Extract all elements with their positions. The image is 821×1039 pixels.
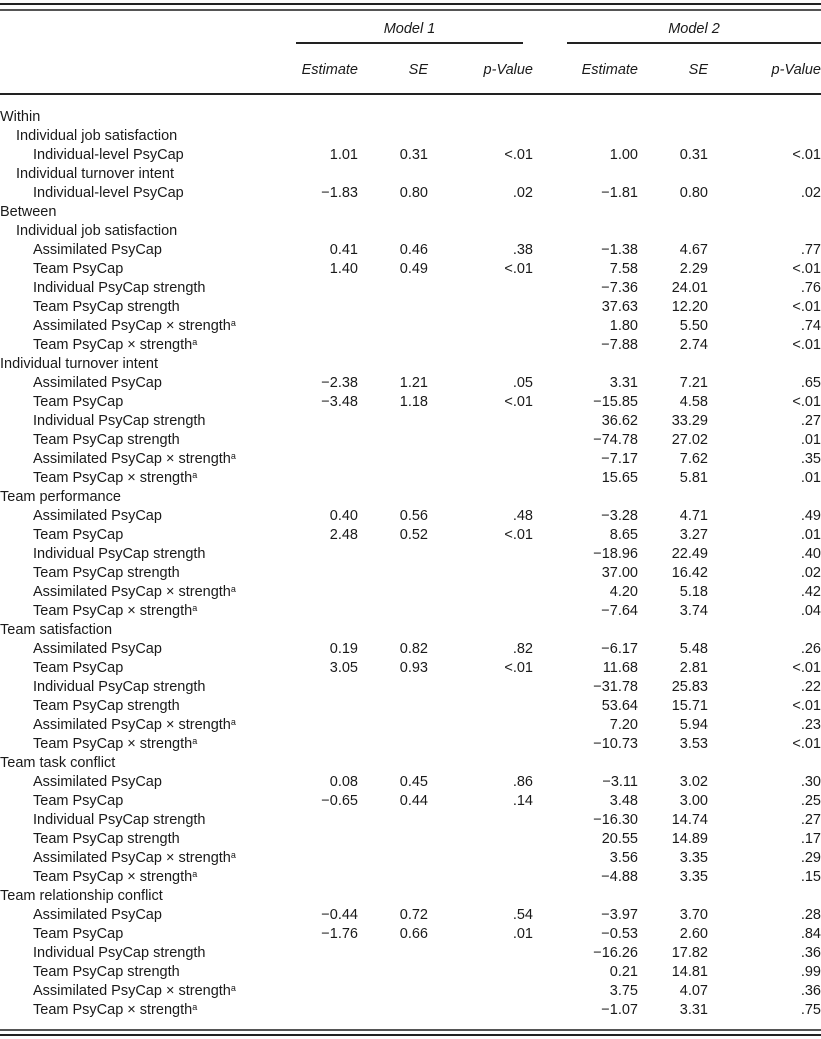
table-cell: <.01 (792, 736, 821, 752)
footnote-marker: a (192, 337, 198, 347)
table-cell: 37.63 (601, 299, 638, 315)
section-label: Individual turnover intent (0, 356, 158, 372)
table-cell: .30 (800, 774, 821, 790)
table-cell: .17 (800, 831, 821, 847)
table-cell: 1.00 (609, 147, 638, 163)
footnote-marker: a (192, 869, 198, 879)
table-cell: .76 (800, 280, 821, 296)
top-rule-2 (0, 9, 821, 11)
table-cell: 2.48 (329, 527, 358, 543)
model-2-underline (567, 42, 821, 44)
footnote-marker: a (230, 717, 236, 727)
row-label: Team PsyCap × strength$^a$ (33, 1002, 198, 1018)
table-cell: 24.01 (671, 280, 708, 296)
table-cell: −7.36 (601, 280, 638, 296)
footnote-marker: a (230, 584, 236, 594)
table-cell: 0.21 (609, 964, 638, 980)
table-cell: 11.68 (602, 660, 638, 676)
table-cell: 3.02 (679, 774, 708, 790)
table-cell: 0.08 (329, 774, 358, 790)
table-cell: 7.20 (609, 717, 638, 733)
table-cell: 3.74 (679, 603, 708, 619)
table-cell: 0.44 (399, 793, 428, 809)
table-cell: 15.65 (601, 470, 638, 486)
footnote-marker: a (192, 603, 198, 613)
table-cell: .65 (800, 375, 821, 391)
section-label: Individual turnover intent (16, 166, 174, 182)
table-cell: 3.48 (609, 793, 638, 809)
table-cell: 7.21 (679, 375, 708, 391)
bottom-rule-2 (0, 1034, 821, 1036)
table-cell: .36 (800, 945, 821, 961)
table-cell: .38 (512, 242, 533, 258)
table-cell: <.01 (792, 261, 821, 277)
table-cell: 3.70 (679, 907, 708, 923)
table-cell: −1.81 (601, 185, 638, 201)
table-cell: −1.76 (321, 926, 358, 942)
row-label: Team PsyCap (33, 261, 124, 277)
table-cell: −10.73 (593, 736, 638, 752)
table-cell: .26 (800, 641, 821, 657)
table-cell: 0.49 (399, 261, 428, 277)
row-label: Assimilated PsyCap (33, 774, 162, 790)
table-cell: 0.56 (399, 508, 428, 524)
table-cell: .82 (512, 641, 533, 657)
table-cell: .77 (800, 242, 821, 258)
footnote-marker: a (192, 1002, 198, 1012)
table-cell: 8.65 (609, 527, 638, 543)
table-cell: 14.81 (671, 964, 708, 980)
table-cell: −31.78 (593, 679, 638, 695)
section-label: Team satisfaction (0, 622, 113, 638)
table-cell: 0.46 (399, 242, 428, 258)
table-cell: .01 (800, 432, 821, 448)
table-cell: 0.82 (399, 641, 428, 657)
table-cell: .42 (800, 584, 821, 600)
section-label: Individual job satisfaction (16, 128, 178, 144)
row-label: Assimilated PsyCap × strength$^a$ (33, 850, 236, 866)
table-cell: .01 (512, 926, 533, 942)
table-cell: −0.53 (601, 926, 638, 942)
row-label: Team PsyCap × strength$^a$ (33, 603, 198, 619)
column-header: p-Value (483, 62, 533, 78)
table-cell: 20.55 (601, 831, 638, 847)
table-cell: 2.29 (679, 261, 708, 277)
table-cell: <.01 (792, 394, 821, 410)
row-label: Team PsyCap × strength$^a$ (33, 337, 198, 353)
row-label: Individual PsyCap strength (33, 945, 206, 961)
table-cell: 3.00 (679, 793, 708, 809)
table-cell: .74 (800, 318, 821, 334)
table-cell: −18.96 (593, 546, 638, 562)
table-cell: 17.82 (671, 945, 708, 961)
table-cell: 3.05 (329, 660, 358, 676)
row-label: Team PsyCap strength (33, 698, 180, 714)
table-cell: 7.58 (609, 261, 638, 277)
table-cell: 0.45 (399, 774, 428, 790)
row-label: Team PsyCap strength (33, 964, 180, 980)
table-cell: <.01 (792, 147, 821, 163)
section-label: Team relationship conflict (0, 888, 163, 904)
row-label: Assimilated PsyCap × strength$^a$ (33, 318, 236, 334)
column-header: Estimate (581, 62, 638, 78)
table-cell: 0.80 (399, 185, 428, 201)
table-cell: 33.29 (671, 413, 708, 429)
table-cell: −1.38 (601, 242, 638, 258)
table-cell: .01 (800, 527, 821, 543)
row-label: Team PsyCap (33, 394, 124, 410)
table-cell: 1.18 (399, 394, 428, 410)
table-cell: −7.64 (601, 603, 638, 619)
table-cell: −1.83 (321, 185, 358, 201)
table-cell: .84 (800, 926, 821, 942)
section-label: Between (0, 204, 57, 220)
row-label: Team PsyCap × strength$^a$ (33, 470, 198, 486)
table-cell: −15.85 (593, 394, 638, 410)
row-label: Assimilated PsyCap (33, 508, 162, 524)
table-cell: −3.11 (602, 774, 638, 790)
table-cell: 3.35 (679, 850, 708, 866)
table-cell: 0.72 (399, 907, 428, 923)
table-cell: 3.31 (609, 375, 638, 391)
header-rule (0, 93, 821, 95)
table-cell: 25.83 (671, 679, 708, 695)
table-cell: −7.88 (601, 337, 638, 353)
table-cell: .04 (800, 603, 821, 619)
footnote-marker: a (230, 451, 236, 461)
table-cell: −3.28 (601, 508, 638, 524)
table-cell: .02 (800, 185, 821, 201)
table-cell: .54 (512, 907, 533, 923)
table-cell: −16.30 (593, 812, 638, 828)
row-label: Individual PsyCap strength (33, 413, 206, 429)
table-cell: −0.44 (321, 907, 358, 923)
row-label: Team PsyCap (33, 793, 124, 809)
row-label: Team PsyCap strength (33, 831, 180, 847)
row-label: Assimilated PsyCap (33, 907, 162, 923)
table-cell: 7.62 (679, 451, 708, 467)
footnote-marker: a (230, 850, 236, 860)
table-cell: 0.41 (329, 242, 358, 258)
table-cell: −1.07 (601, 1002, 638, 1018)
section-label: Team task conflict (0, 755, 116, 771)
row-label: Assimilated PsyCap (33, 242, 162, 258)
table-cell: −3.48 (321, 394, 358, 410)
footnote-marker: a (230, 983, 236, 993)
table-cell: 5.48 (679, 641, 708, 657)
table-cell: 5.81 (679, 470, 708, 486)
table-cell: 0.31 (399, 147, 428, 163)
row-label: Assimilated PsyCap (33, 641, 162, 657)
table-cell: 0.52 (399, 527, 428, 543)
table-cell: <.01 (792, 337, 821, 353)
table-cell: .49 (800, 508, 821, 524)
table-cell: 3.56 (609, 850, 638, 866)
table-cell: −74.78 (593, 432, 638, 448)
row-label: Assimilated PsyCap × strength$^a$ (33, 451, 236, 467)
table-cell: .02 (512, 185, 533, 201)
row-label: Individual-level PsyCap (33, 185, 184, 201)
table-cell: <.01 (504, 261, 533, 277)
table-cell: 16.42 (671, 565, 708, 581)
table-cell: 2.74 (679, 337, 708, 353)
column-header: SE (408, 62, 428, 78)
table-cell: <.01 (792, 299, 821, 315)
row-label: Individual PsyCap strength (33, 812, 206, 828)
footnote-marker: a (192, 470, 198, 480)
row-label: Individual PsyCap strength (33, 546, 206, 562)
table-cell: −0.65 (321, 793, 358, 809)
table-cell: 0.93 (399, 660, 428, 676)
table-cell: <.01 (504, 660, 533, 676)
footnote-marker: a (230, 318, 236, 328)
table-cell: .40 (800, 546, 821, 562)
row-label: Assimilated PsyCap × strength$^a$ (33, 584, 236, 600)
table-cell: 5.18 (679, 584, 708, 600)
row-label: Individual PsyCap strength (33, 679, 206, 695)
table-cell: <.01 (504, 394, 533, 410)
section-label: Individual job satisfaction (16, 223, 178, 239)
row-label: Assimilated PsyCap (33, 375, 162, 391)
table-cell: 4.20 (609, 584, 638, 600)
table-cell: 53.64 (601, 698, 638, 714)
table-cell: 2.81 (679, 660, 708, 676)
table-cell: .48 (512, 508, 533, 524)
table-cell: .75 (800, 1002, 821, 1018)
row-label: Team PsyCap (33, 926, 124, 942)
table-cell: 5.94 (679, 717, 708, 733)
model-1-header: Model 1 (383, 21, 436, 37)
table-cell: .15 (800, 869, 821, 885)
section-label: Within (0, 109, 41, 125)
row-label: Individual-level PsyCap (33, 147, 184, 163)
top-rule (0, 3, 821, 5)
table-cell: .35 (800, 451, 821, 467)
table-cell: .28 (800, 907, 821, 923)
table-cell: 1.21 (399, 375, 428, 391)
row-label: Team PsyCap strength (33, 432, 180, 448)
row-label: Team PsyCap strength (33, 299, 180, 315)
model-1-underline (296, 42, 523, 44)
row-label: Team PsyCap (33, 527, 124, 543)
table-cell: <.01 (792, 698, 821, 714)
row-label: Individual PsyCap strength (33, 280, 206, 296)
table-cell: 2.60 (679, 926, 708, 942)
table-cell: −6.17 (601, 641, 638, 657)
table-cell: .99 (800, 964, 821, 980)
table-cell: 4.67 (679, 242, 708, 258)
column-header: Estimate (301, 62, 358, 78)
table-cell: .25 (800, 793, 821, 809)
table-cell: 15.71 (671, 698, 708, 714)
column-header: p-Value (771, 62, 821, 78)
table-cell: <.01 (504, 527, 533, 543)
table-cell: 3.31 (679, 1002, 708, 1018)
table-cell: .86 (512, 774, 533, 790)
row-label: Team PsyCap × strength$^a$ (33, 869, 198, 885)
table-cell: .27 (800, 413, 821, 429)
table-cell: 0.19 (329, 641, 358, 657)
row-label: Team PsyCap (33, 660, 124, 676)
table-cell: <.01 (792, 660, 821, 676)
table-cell: .29 (800, 850, 821, 866)
table-cell: .27 (800, 812, 821, 828)
table-cell: 0.66 (399, 926, 428, 942)
table-cell: −4.88 (601, 869, 638, 885)
table-cell: 14.89 (671, 831, 708, 847)
table-cell: 1.40 (329, 261, 358, 277)
table-cell: 36.62 (601, 413, 638, 429)
table-cell: 12.20 (671, 299, 708, 315)
row-label: Assimilated PsyCap × strength$^a$ (33, 983, 236, 999)
table-cell: 22.49 (671, 546, 708, 562)
model-2-header: Model 2 (668, 21, 720, 37)
table-cell: 4.07 (679, 983, 708, 999)
row-label: Team PsyCap × strength$^a$ (33, 736, 198, 752)
row-label: Assimilated PsyCap × strength$^a$ (33, 717, 236, 733)
column-header: SE (688, 62, 708, 78)
table-cell: 5.50 (679, 318, 708, 334)
table-cell: −3.97 (601, 907, 638, 923)
table-cell: .23 (800, 717, 821, 733)
table-cell: 14.74 (671, 812, 708, 828)
table-cell: 27.02 (671, 432, 708, 448)
table-cell: 1.01 (329, 147, 358, 163)
table-cell: 37.00 (601, 565, 638, 581)
bottom-rule (0, 1029, 821, 1031)
table-cell: 3.27 (679, 527, 708, 543)
table-cell: 4.58 (679, 394, 708, 410)
table-cell: 0.80 (679, 185, 708, 201)
table-cell: <.01 (504, 147, 533, 163)
table-cell: 4.71 (679, 508, 708, 524)
table-cell: −16.26 (593, 945, 638, 961)
table-cell: 0.31 (679, 147, 708, 163)
table-cell: 3.75 (609, 983, 638, 999)
table-cell: 3.35 (679, 869, 708, 885)
table-cell: .05 (512, 375, 533, 391)
table-cell: .01 (800, 470, 821, 486)
table-cell: −7.17 (601, 451, 638, 467)
table-cell: .36 (800, 983, 821, 999)
footnote-marker: a (192, 736, 198, 746)
table-cell: 0.40 (329, 508, 358, 524)
table-cell: .22 (800, 679, 821, 695)
table-cell: −2.38 (321, 375, 358, 391)
table-cell: 3.53 (679, 736, 708, 752)
section-label: Team performance (0, 489, 121, 505)
table-cell: .14 (512, 793, 533, 809)
table-cell: .02 (800, 565, 821, 581)
row-label: Team PsyCap strength (33, 565, 180, 581)
table-cell: 1.80 (609, 318, 638, 334)
